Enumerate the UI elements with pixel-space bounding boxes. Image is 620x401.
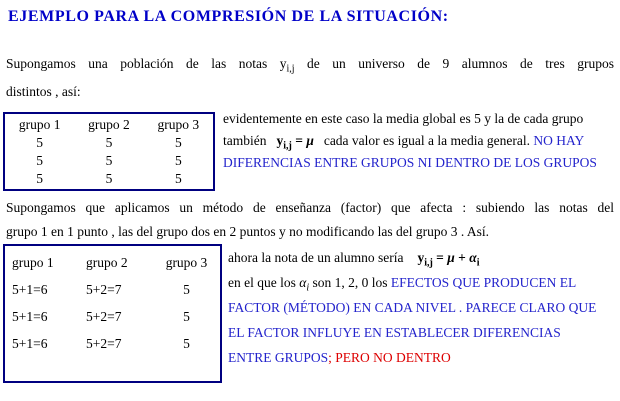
table-header-row	[5, 116, 213, 134]
table-cell: 5	[183, 309, 190, 324]
formula-effect: $y_{i,j} = \mu + \alpha_i$	[417, 250, 480, 269]
table-cell: 5	[174, 171, 182, 186]
table-cell: 5+1=6	[12, 336, 48, 351]
table-row	[5, 170, 213, 188]
formula-mean: $y_{i,j} = \mu$	[276, 133, 314, 152]
table-cell: 5	[105, 153, 113, 168]
intro-line-2: distintos , así:	[6, 84, 81, 99]
y-ij-notation: $y_{i,j}$	[279, 56, 295, 75]
table-header-row	[5, 249, 220, 276]
scores-table-before	[3, 112, 215, 191]
table-cell: 5	[174, 153, 182, 168]
table-row	[5, 134, 213, 152]
emphasis-not-within: ; PERO NO DENTRO	[328, 350, 451, 365]
table-cell: 5	[105, 135, 113, 150]
table-cell: 5+2=7	[86, 309, 122, 324]
table-cell: 5	[36, 135, 44, 150]
table-cell: 5	[183, 336, 190, 351]
table-row	[5, 276, 220, 303]
table-row	[5, 152, 213, 170]
column-header: grupo 3	[157, 117, 200, 132]
intro-line-1: Supongamos una población de las notas $y_{i,j}$ de un universo de 9 alumnos de tres grupos	[6, 56, 614, 75]
table-cell: 5	[174, 135, 182, 150]
column-header: grupo 2	[86, 255, 128, 270]
method-line-2: grupo 1 en 1 punto , las del grupo dos en 2 puntos y no modificando las del grupo 3 . Así.	[6, 224, 489, 239]
table-row	[5, 303, 220, 330]
emphasis-between-groups: EFECTOS QUE PRODUCEN EL FACTOR (MÉTODO) EN CADA NIVEL . PARECE CLARO QUE EL FACTOR INFLUYE EN ESTABLECER DIFERENCIAS ENTRE GRUPOS	[228, 275, 597, 365]
mu-symbol: μ	[306, 133, 314, 148]
table-cell: 5+1=6	[12, 282, 48, 297]
alpha-inline: $\alpha_i$	[299, 275, 310, 294]
method-line-1: Supongamos que aplicamos un método de enseñanza (factor) que afecta : subiendo las notas del	[6, 200, 614, 215]
column-header: grupo 2	[88, 117, 130, 132]
method-paragraph	[6, 196, 614, 244]
emphasis-no-differences: NO HAY DIFERENCIAS ENTRE GRUPOS NI DENTRO DE LOS GRUPOS	[223, 133, 597, 170]
column-header: grupo 1	[12, 255, 54, 270]
intro-paragraph	[6, 50, 614, 106]
table-cell: 5	[105, 171, 113, 186]
note-factor-effect	[228, 245, 600, 370]
table-cell: 5	[36, 171, 44, 186]
note-global-mean: evidentemente en este caso la media global es 5 y la de cada grupo también $y_{i,j} = \mu$ cada valor es igual a la media general. NO HAY DIFERENCIAS ENTRE GRUPOS NI DENTRO DE LOS GRUPOS	[223, 111, 597, 170]
column-header: grupo 3	[165, 255, 208, 270]
table-cell: 5+2=7	[86, 336, 122, 351]
scores-table-after	[3, 244, 222, 383]
mu-symbol: μ	[447, 250, 455, 265]
table-cell: 5	[183, 282, 190, 297]
column-header: grupo 1	[18, 117, 61, 132]
page-title: EJEMPLO PARA LA COMPRESIÓN DE LA SITUACIÓN:	[8, 8, 449, 25]
effect-formula-line: ahora la nota de un alumno sería $y_{i,j} = \mu + \alpha_i$	[228, 250, 480, 269]
effect-explanation: en el que los $\alpha_i$ son 1, 2, 0 los EFECTOS QUE PRODUCEN EL FACTOR (MÉTODO) EN CADA NIVEL . PARECE CLARO QUE EL FACTOR INFLUYE EN ESTABLECER DIFERENCIAS ENTRE GRUPOS; PERO NO DENTRO	[228, 275, 597, 365]
table-cell: 5	[36, 153, 44, 168]
table-cell: 5+1=6	[12, 309, 48, 324]
alpha-symbol: α	[469, 250, 477, 265]
table-row	[5, 330, 220, 357]
table-cell: 5+2=7	[86, 282, 122, 297]
